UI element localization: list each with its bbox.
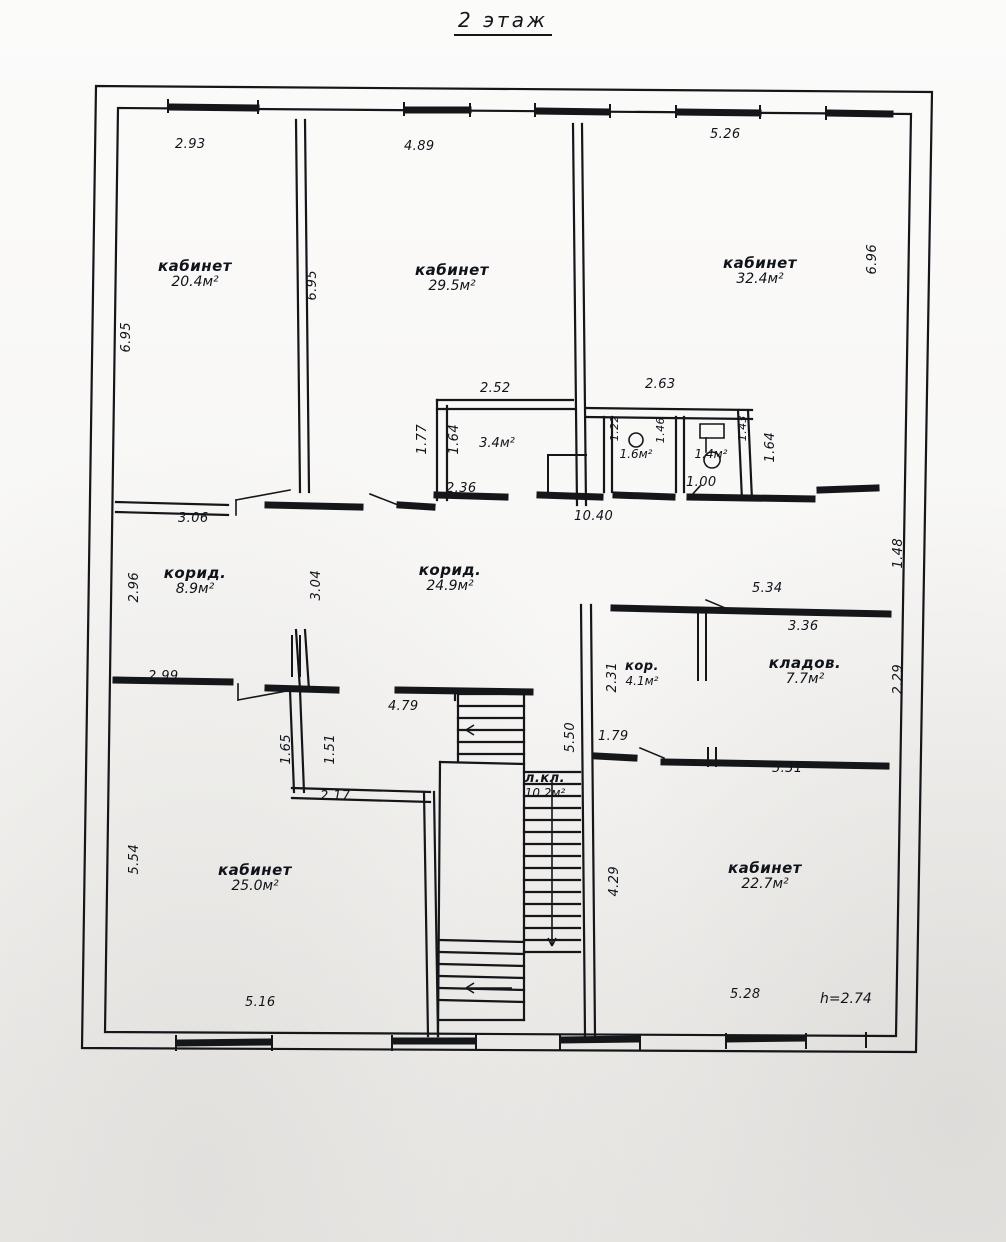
dimension-label: 2.29 <box>891 664 906 695</box>
dimension-label: 1.48 <box>891 538 906 569</box>
dimension-label: 5.34 <box>752 581 783 596</box>
room-label: корид. 24.9м² <box>418 561 482 594</box>
dimension-label: 3.06 <box>178 511 209 526</box>
room-label: 3.4м² <box>479 436 515 451</box>
dimension-label: 2.99 <box>148 669 179 684</box>
dimension-label: 5.31 <box>772 761 803 776</box>
dimension-label: 1.64 <box>447 424 462 455</box>
dimension-label: 3.36 <box>788 619 819 634</box>
dimension-label: 6.95 <box>119 322 134 353</box>
dimension-label: 2.36 <box>446 481 477 496</box>
dimension-label: 2.52 <box>480 381 511 396</box>
dimension-label: 1.43 <box>735 415 749 442</box>
dimension-label: 2.63 <box>645 377 676 392</box>
dimension-label: 5.50 <box>563 722 578 753</box>
dimension-label: 3.04 <box>309 570 324 601</box>
dimension-label: 4.29 <box>607 866 622 897</box>
dimension-label: 2.93 <box>175 137 206 152</box>
dimension-label: 5.26 <box>710 127 741 142</box>
dimension-label: 10.40 <box>574 509 614 524</box>
dimension-label: 1.77 <box>415 424 430 455</box>
ceiling-height-label: h=2.74 <box>820 991 872 1007</box>
room-label: л.кл. 10.2м² <box>524 771 566 800</box>
room-label: кабинет 29.5м² <box>414 261 490 294</box>
room-label: 1.4м² <box>694 447 728 461</box>
dimension-label: 5.54 <box>127 844 142 875</box>
room-label: кор. 4.1м² <box>625 659 659 688</box>
room-label: кабинет 25.0м² <box>217 861 293 894</box>
room-label: кабинет 32.4м² <box>722 254 798 287</box>
room-label: корид. 8.9м² <box>163 564 227 597</box>
dimension-label: 1.65 <box>279 734 294 765</box>
dimension-label: 6.96 <box>865 244 880 275</box>
dimension-label: 2.96 <box>127 572 142 603</box>
dimension-label: 1.51 <box>323 734 338 765</box>
room-label: кладов. 7.7м² <box>768 654 842 687</box>
dimension-label: 6.95 <box>305 270 320 301</box>
dimension-label: 1.46 <box>653 417 667 444</box>
dimension-label: 4.79 <box>388 699 419 714</box>
dimension-label: 1.22 <box>607 415 621 442</box>
dimension-label: 4.89 <box>404 139 435 154</box>
room-label: кабинет 22.7м² <box>727 859 803 892</box>
room-label: кабинет 20.4м² <box>157 257 233 290</box>
dimension-label: 5.28 <box>730 987 761 1002</box>
room-label: 1.6м² <box>619 447 653 461</box>
dimension-label: 1.79 <box>598 729 629 744</box>
dimension-label: 2.17 <box>320 789 351 804</box>
dimension-label: 2.31 <box>605 662 620 693</box>
dimension-label: 1.64 <box>763 432 778 463</box>
page-title-text: 2 этаж <box>454 8 552 36</box>
dimension-label: 1.00 <box>686 475 717 490</box>
dimension-label: 5.16 <box>245 995 276 1010</box>
